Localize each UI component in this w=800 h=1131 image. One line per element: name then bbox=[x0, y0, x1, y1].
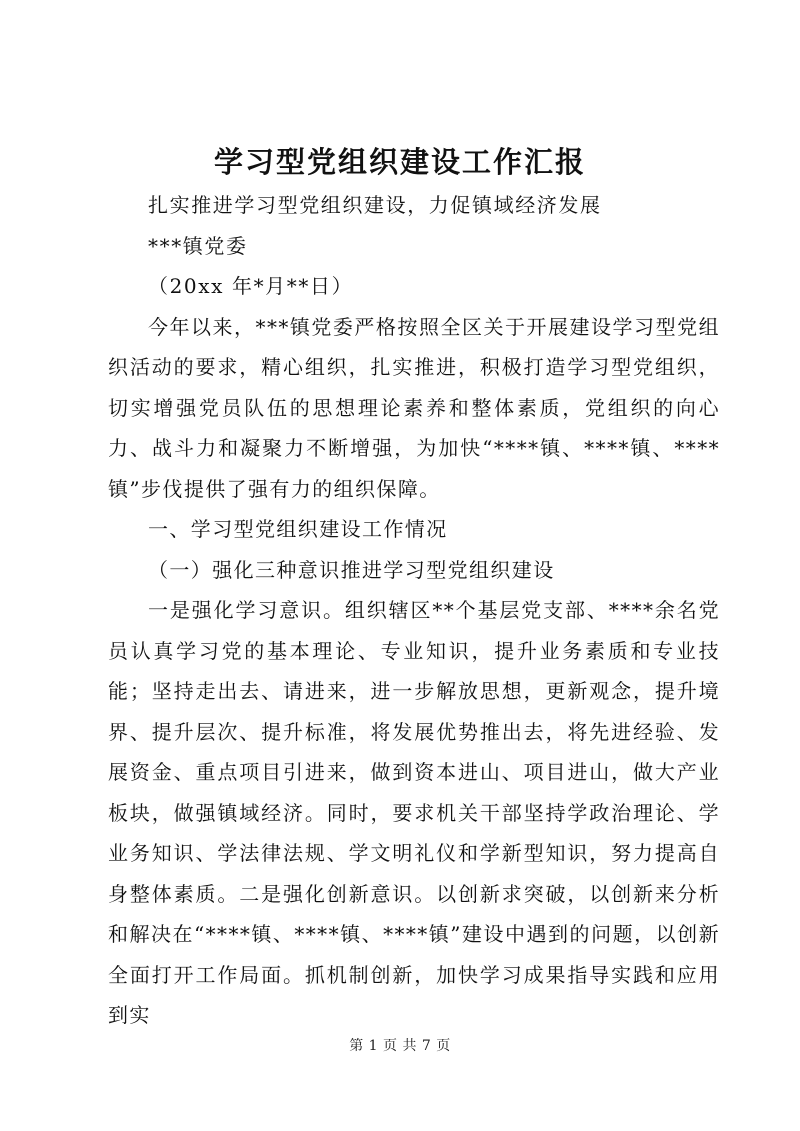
document-body bbox=[108, 185, 720, 1036]
document-author: ***镇党委 bbox=[148, 233, 248, 258]
section-heading: 一、学习型党组织建设工作情况 bbox=[148, 517, 448, 541]
body-paragraph-intro: 今年以来，***镇党委严格按照全区关于开展建设学习型党组织活动的要求，精心组织，扎实推进，积极打造学习型党组织，切实增强党员队伍的思想理论素养和整体素质，党组织的向心力、战斗力和凝聚力不断增强，为加快“****镇、****镇、****镇”步伐提供了强有力的组织保障。 bbox=[108, 314, 720, 501]
subsection-heading: （一）强化三种意识推进学习型党组织建设 bbox=[148, 557, 555, 582]
document-title: 学习型党组织建设工作汇报 bbox=[213, 145, 586, 179]
document-subtitle: 扎实推进学习型党组织建设，力促镇域经济发展 bbox=[148, 193, 602, 217]
page-number-footer: 第 1 页 共 7 页 bbox=[349, 1038, 451, 1054]
document-date: （20xx 年*月**日） bbox=[148, 274, 354, 298]
body-paragraph-awareness: 一是强化学习意识。组织辖区**个基层党支部、****余名党员认真学习党的基本理论、专业知识，提升业务素质和专业技能；坚持走出去、请进来，进一步解放思想，更新观念，提升境界、提升层次、提升标准，将发展优势推出去，将先进经验、发展资金、重点项目引进来，做到资本进山、项目进山，做大产业板块，做强镇域经济。同时，要求机关干部坚持学政治理论、学业务知识、学法律法规、学文明礼仪和学新型知识，努力提高自身整体素质。二是强化创新意识。以创新求突破，以创新来分析和解决在“****镇、****镇、****镇”建设中遇到的问题，以创新全面打开工作局面。抓机制创新，加快学习成果指导实践和应用到实 bbox=[108, 598, 720, 1027]
